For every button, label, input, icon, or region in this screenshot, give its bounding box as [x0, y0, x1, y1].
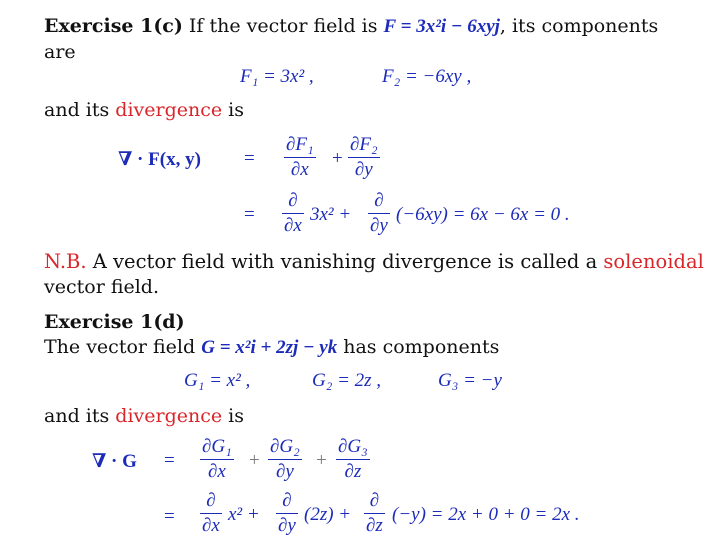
ex1c-lhs — [118, 148, 201, 171]
fraction-bar — [276, 513, 298, 514]
ex1d-frac-d-dz — [364, 490, 385, 537]
fraction-bar — [284, 157, 316, 158]
ex1c-frac-d-dx — [282, 190, 304, 237]
fraction-bar — [368, 213, 390, 214]
plus-sign: + — [316, 450, 327, 471]
fraction-bar — [336, 459, 370, 460]
ex1d-frac-g3-den: ∂z — [344, 461, 362, 482]
ex1c-d2-den: ∂y — [370, 215, 388, 236]
nb-text1: A vector field with vanishing divergence is called a — [92, 250, 598, 273]
ex1c-component-f1: F₁ = 3x² , — [240, 66, 314, 87]
nb-line — [44, 250, 704, 274]
ex1d-heading: Exercise 1(d) — [44, 311, 185, 333]
ex1d-field-expr: G = x²i + 2zj − yk — [201, 337, 338, 358]
ex1d-frac-g2-num: ∂G₂ — [270, 436, 300, 457]
ex1d-frac-d-dx — [200, 490, 222, 537]
ex1c-intro-line — [44, 14, 658, 39]
ex1d-intro-text: The vector field — [44, 336, 196, 358]
ex1c-div-line — [44, 98, 244, 122]
ex1d-lhs-text: ∇ · G — [92, 451, 137, 472]
ex1d-frac-g1-num: ∂G₁ — [202, 436, 232, 457]
nb-solenoidal: solenoidal — [603, 250, 704, 273]
nb-line2: vector field. — [44, 276, 160, 298]
ex1c-term-b: (−6xy) = 6x − 6x = 0 . — [396, 204, 570, 225]
ex1c-eq1: = — [244, 148, 255, 169]
ex1d-intro-line — [44, 335, 499, 360]
ex1c-frac-f1-num: ∂F₁ — [286, 134, 314, 155]
ex1d-eq1: = — [164, 450, 175, 471]
ex1d-div-post: is — [228, 405, 244, 427]
fraction-bar — [348, 157, 380, 158]
ex1d-d3-den: ∂z — [366, 515, 383, 536]
ex1c-d-den: ∂x — [284, 215, 302, 236]
ex1c-component-f2: F₂ = −6xy , — [382, 66, 472, 87]
ex1d-div-line — [44, 404, 244, 428]
ex1d-component-g2: G₂ = 2z , — [312, 370, 382, 391]
ex1d-term-a: x² + — [228, 504, 260, 525]
ex1c-eq2: = — [244, 204, 255, 225]
plus-sign: + — [249, 450, 260, 471]
ex1d-frac-g1 — [200, 436, 234, 483]
ex1d-eq2: = — [164, 506, 175, 527]
fraction-bar — [282, 213, 304, 214]
fraction-bar — [364, 513, 385, 514]
ex1d-component-g3: G₃ = −y — [438, 370, 502, 391]
ex1c-intro-line2: are — [44, 41, 76, 63]
ex1c-div-word: divergence — [115, 99, 223, 121]
ex1d-term-b: (2z) + — [304, 504, 352, 525]
ex1d-lhs — [92, 450, 137, 473]
ex1c-term-a: 3x² + — [310, 204, 352, 225]
ex1c-lhs-text: ∇ · F(x, y) — [118, 149, 201, 170]
ex1d-d2-den: ∂y — [278, 515, 296, 536]
fraction-bar — [200, 513, 222, 514]
fraction-bar — [268, 459, 302, 460]
ex1d-div-pre: and its — [44, 405, 110, 427]
ex1d-frac-g2-den: ∂y — [275, 461, 294, 482]
ex1c-d2-num: ∂ — [374, 190, 384, 211]
ex1d-d-num: ∂ — [206, 490, 216, 511]
ex1c-d-num: ∂ — [288, 190, 298, 211]
ex1d-div-word: divergence — [115, 405, 223, 427]
ex1d-frac-g3 — [336, 436, 370, 483]
ex1d-frac-g3-num: ∂G₃ — [338, 436, 368, 457]
ex1d-intro-end: has components — [343, 336, 500, 358]
ex1d-d2-num: ∂ — [282, 490, 292, 511]
ex1d-frac-g1-den: ∂x — [207, 461, 226, 482]
ex1d-component-g1: G₁ = x² , — [184, 370, 251, 391]
ex1c-heading: Exercise 1(c) — [44, 15, 183, 37]
ex1d-d-den: ∂x — [202, 515, 220, 536]
nb-label: N.B. — [44, 250, 87, 273]
ex1c-field-expr: F = 3x²i − 6xyj — [383, 16, 500, 37]
ex1c-frac-f1 — [284, 134, 316, 181]
ex1c-intro-text: If the vector field is — [188, 15, 378, 37]
ex1d-frac-d-dy — [276, 490, 298, 537]
ex1c-frac-f1-den: ∂x — [290, 159, 309, 180]
ex1c-intro-end: , its components — [499, 15, 659, 37]
ex1c-frac-d-dy — [368, 190, 390, 237]
ex1d-d3-num: ∂ — [369, 490, 380, 511]
ex1d-frac-g2 — [268, 436, 302, 483]
ex1d-term-c: (−y) = 2x + 0 + 0 = 2x . — [392, 504, 580, 525]
ex1c-div-post: is — [228, 99, 244, 121]
fraction-bar — [200, 459, 234, 460]
plus-sign: + — [332, 148, 343, 169]
ex1c-frac-f2-den: ∂y — [354, 159, 373, 180]
ex1c-frac-f2 — [348, 134, 380, 181]
ex1c-frac-f2-num: ∂F₂ — [350, 134, 378, 155]
ex1c-div-pre: and its — [44, 99, 110, 121]
